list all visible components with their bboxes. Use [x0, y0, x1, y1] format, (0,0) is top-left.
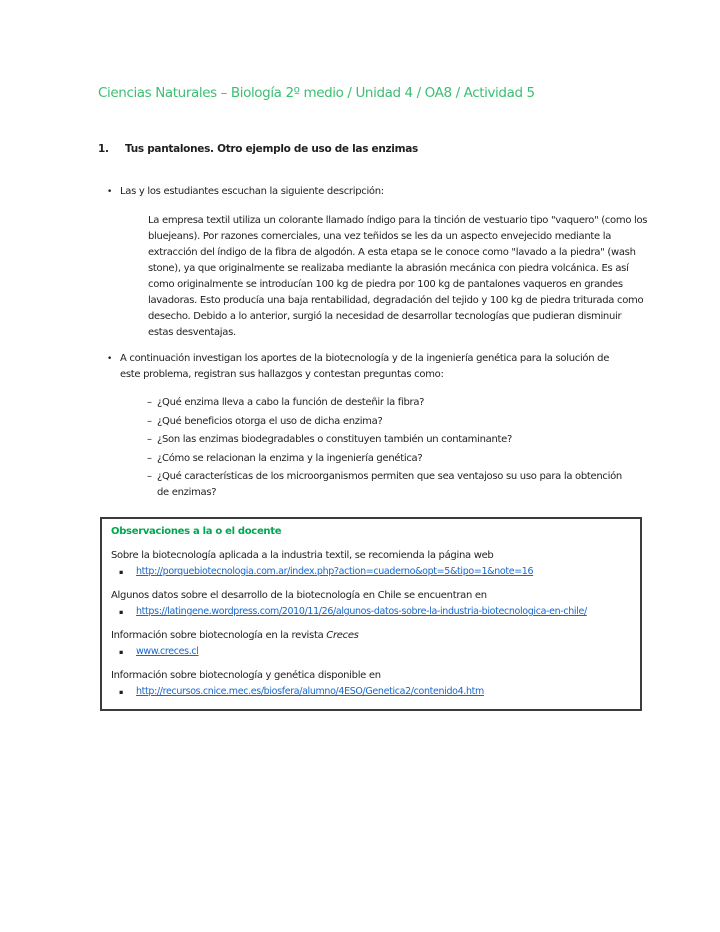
investigate-bullet-item	[98, 351, 650, 383]
investigate-bullet-text: A continuación investigan los aportes de la biotecnología y de la ingeniería genética para la solución de este problema, registran sus hallazgos y contestan preguntas como:	[120, 353, 610, 380]
link-item	[111, 684, 631, 700]
dash-icon: –	[147, 397, 152, 408]
teacher-box-title: Observaciones a la o el docente	[111, 526, 282, 537]
page-title: Ciencias Naturales – Biología 2º medio / Unidad 4 / OA8 / Actividad 5	[98, 85, 535, 101]
teacher-box-section	[111, 628, 631, 660]
question-item	[147, 414, 650, 430]
section-intro-text: Información sobre biotecnología en la revista	[111, 630, 327, 641]
link-item	[111, 644, 631, 660]
link-creces[interactable]: www.creces.cl	[136, 646, 199, 657]
activity-heading	[98, 141, 650, 157]
section-intro: Información sobre biotecnología y genética disponible en	[111, 670, 381, 681]
dash-icon: –	[147, 415, 152, 427]
teacher-observations-box	[100, 517, 642, 711]
questions-list	[147, 395, 650, 501]
section-intro: Algunos datos sobre el desarrollo de la biotecnología en Chile se encuentran en	[111, 590, 487, 601]
link-latingene-wordpress[interactable]: https://latingene.wordpress.com/2010/11/26/algunos-datos-sobre-la-industria-biotecnologica-en-chile/	[136, 606, 587, 617]
activity-number: 1.	[98, 143, 109, 155]
link-item	[111, 604, 631, 620]
link-item	[111, 564, 631, 580]
teacher-box-section	[111, 668, 631, 700]
dash-icon: –	[147, 434, 152, 445]
question-text: ¿Qué características de los microorganismos permiten que sea ventajoso su uso para la obtención de enzimas?	[157, 471, 622, 498]
square-bullet-icon: ▪	[119, 568, 124, 576]
square-bullet-icon: ▪	[119, 608, 124, 616]
question-text: ¿Son las enzimas biodegradables o constituyen también un contaminante?	[157, 434, 512, 445]
teacher-box-section	[111, 588, 631, 620]
intro-bullet-item	[98, 184, 650, 200]
question-text: ¿Cómo se relacionan la enzima y la ingeniería genética?	[157, 452, 423, 464]
link-porquebiotecnologia[interactable]: http://porquebiotecnologia.com.ar/index.php?action=cuaderno&opt=5&tipo=1&note=16	[136, 566, 534, 577]
description-paragraph: La empresa textil utiliza un colorante llamado índigo para la tinción de vestuario tipo "vaquero" (como los bluejeans). Por razones comerciales, una vez teñidos se les da un aspecto envejecido mediante la extracción del índigo de la fibra de algodón. A esta etapa se le conoce como "lavado a la piedra" (wash stone), ya que originalmente se realizaba mediante la abrasión mecánica con piedra volcánica. Es así como originalmente se introducían 100 kg de piedra por 100 kg de pantalones vaqueros en grandes lavadoras. Esto producía una baja rentabilidad, degradación del tejido y 100 kg de piedra triturada como desecho. Debido a lo anterior, surgió la necesidad de desarrollar tecnologías que pudieran disminuir estas desventajas.	[148, 215, 648, 338]
journal-name: Creces	[326, 630, 359, 641]
section-intro	[111, 628, 631, 644]
intro-bullet-text: Las y los estudiantes escuchan la siguiente descripción:	[120, 186, 384, 197]
square-bullet-icon: ▪	[119, 688, 124, 696]
question-item	[147, 395, 650, 411]
question-item	[147, 451, 650, 467]
bullet-icon: •	[107, 187, 113, 197]
question-text: ¿Qué enzima lleva a cabo la función de desteñir la fibra?	[157, 397, 425, 408]
question-text: ¿Qué beneficios otorga el uso de dicha enzima?	[157, 415, 383, 427]
square-bullet-icon: ▪	[119, 648, 124, 656]
teacher-box-section	[111, 548, 631, 580]
dash-icon: –	[147, 452, 152, 464]
question-item	[147, 432, 650, 448]
bullet-icon: •	[107, 354, 113, 364]
dash-icon: –	[147, 471, 152, 482]
section-intro: Sobre la biotecnología aplicada a la industria textil, se recomienda la página web	[111, 550, 494, 561]
activity-title: Tus pantalones. Otro ejemplo de uso de las enzimas	[125, 143, 418, 155]
link-cnice-genetica[interactable]: http://recursos.cnice.mec.es/biosfera/alumno/4ESO/Genetica2/contenido4.htm	[136, 686, 484, 697]
question-item	[147, 469, 650, 501]
